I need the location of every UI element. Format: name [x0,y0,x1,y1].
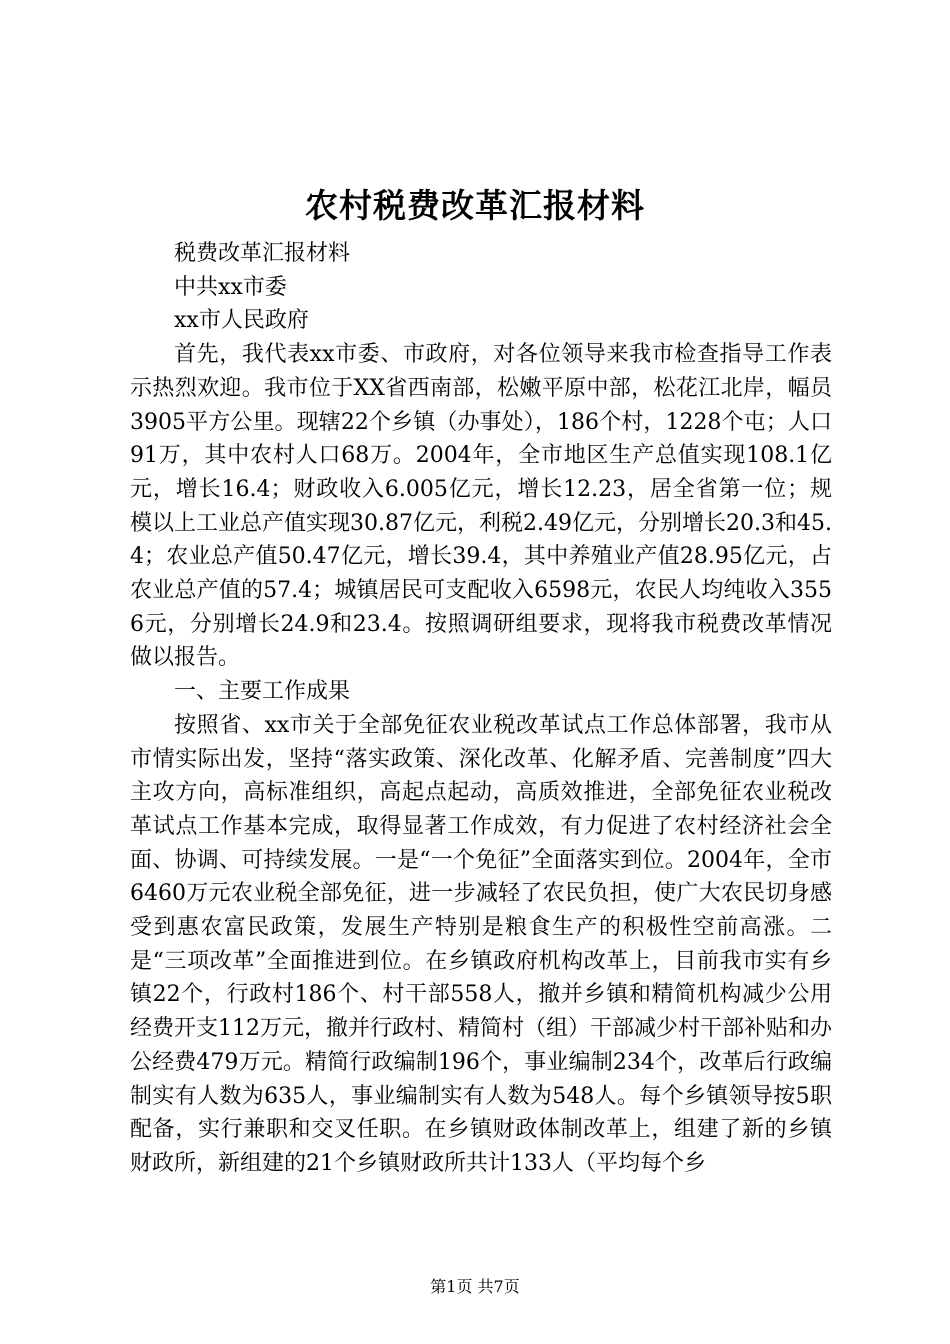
page-number-footer: 第1页 共7页 [430,1277,520,1296]
paragraph-author-government: xx市人民政府 [174,308,309,334]
document-body [130,237,832,1181]
document-title: 农村税费改革汇报材料 [305,186,645,225]
paragraph-introduction: 首先，我代表xx市委、市政府，对各位领导来我市检查指导工作表示热烈欢迎。我市位于XX省西南部，松嫩平原中部，松花江北岸，幅员3905平方公里。现辖22个乡镇（办事处），186个村，1228个屯；人口91万，其中农村人口68万。2004年，全市地区生产总值实现108.1亿元，增长16.4；财政收入6.005亿元，增长12.23，居全省第一位；规模以上工业总产值实现30.87亿元，利税2.49亿元，分别增长20.3和45.4；农业总产值50.47亿元，增长39.4，其中养殖业产值28.95亿元，占农业总产值的57.4；城镇居民可支配收入6598元，农民人均纯收入3556元，分别增长24.9和23.4。按照调研组要求，现将我市税费改革情况做以报告。 [130,342,832,671]
paragraph-results: 按照省、xx市关于全部免征农业税改革试点工作总体部署，我市从市情实际出发，坚持“落实政策、深化改革、化解矛盾、完善制度”四大主攻方向，高标准组织，高起点起动，高质效推进，全部免征农业税改革试点工作基本完成，取得显著工作成效，有力促进了农村经济社会全面、协调、可持续发展。一是“一个免征”全面落实到位。2004年，全市6460万元农业税全部免征，进一步减轻了农民负担，使广大农民切身感受到惠农富民政策，发展生产特别是粮食生产的积极性空前高涨。二是“三项改革”全面推进到位。在乡镇政府机构改革上，目前我市实有乡镇22个，行政村186个、村干部558人，撤并乡镇和精简机构减少公用经费开支112万元，撤并行政村、精简村（组）干部减少村干部补贴和办公经费479万元。精简行政编制196个，事业编制234个，改革后行政编制实有人数为635人，事业编制实有人数为548人。每个乡镇领导按5职配备，实行兼职和交叉任职。在乡镇财政体制改革上，组建了新的乡镇财政所，新组建的21个乡镇财政所共计133人（平均每个乡 [130,712,832,1176]
paragraph-subtitle: 税费改革汇报材料 [174,241,351,266]
section-heading-results: 一、主要工作成果 [174,679,351,705]
paragraph-author-committee: 中共xx市委 [174,274,287,300]
